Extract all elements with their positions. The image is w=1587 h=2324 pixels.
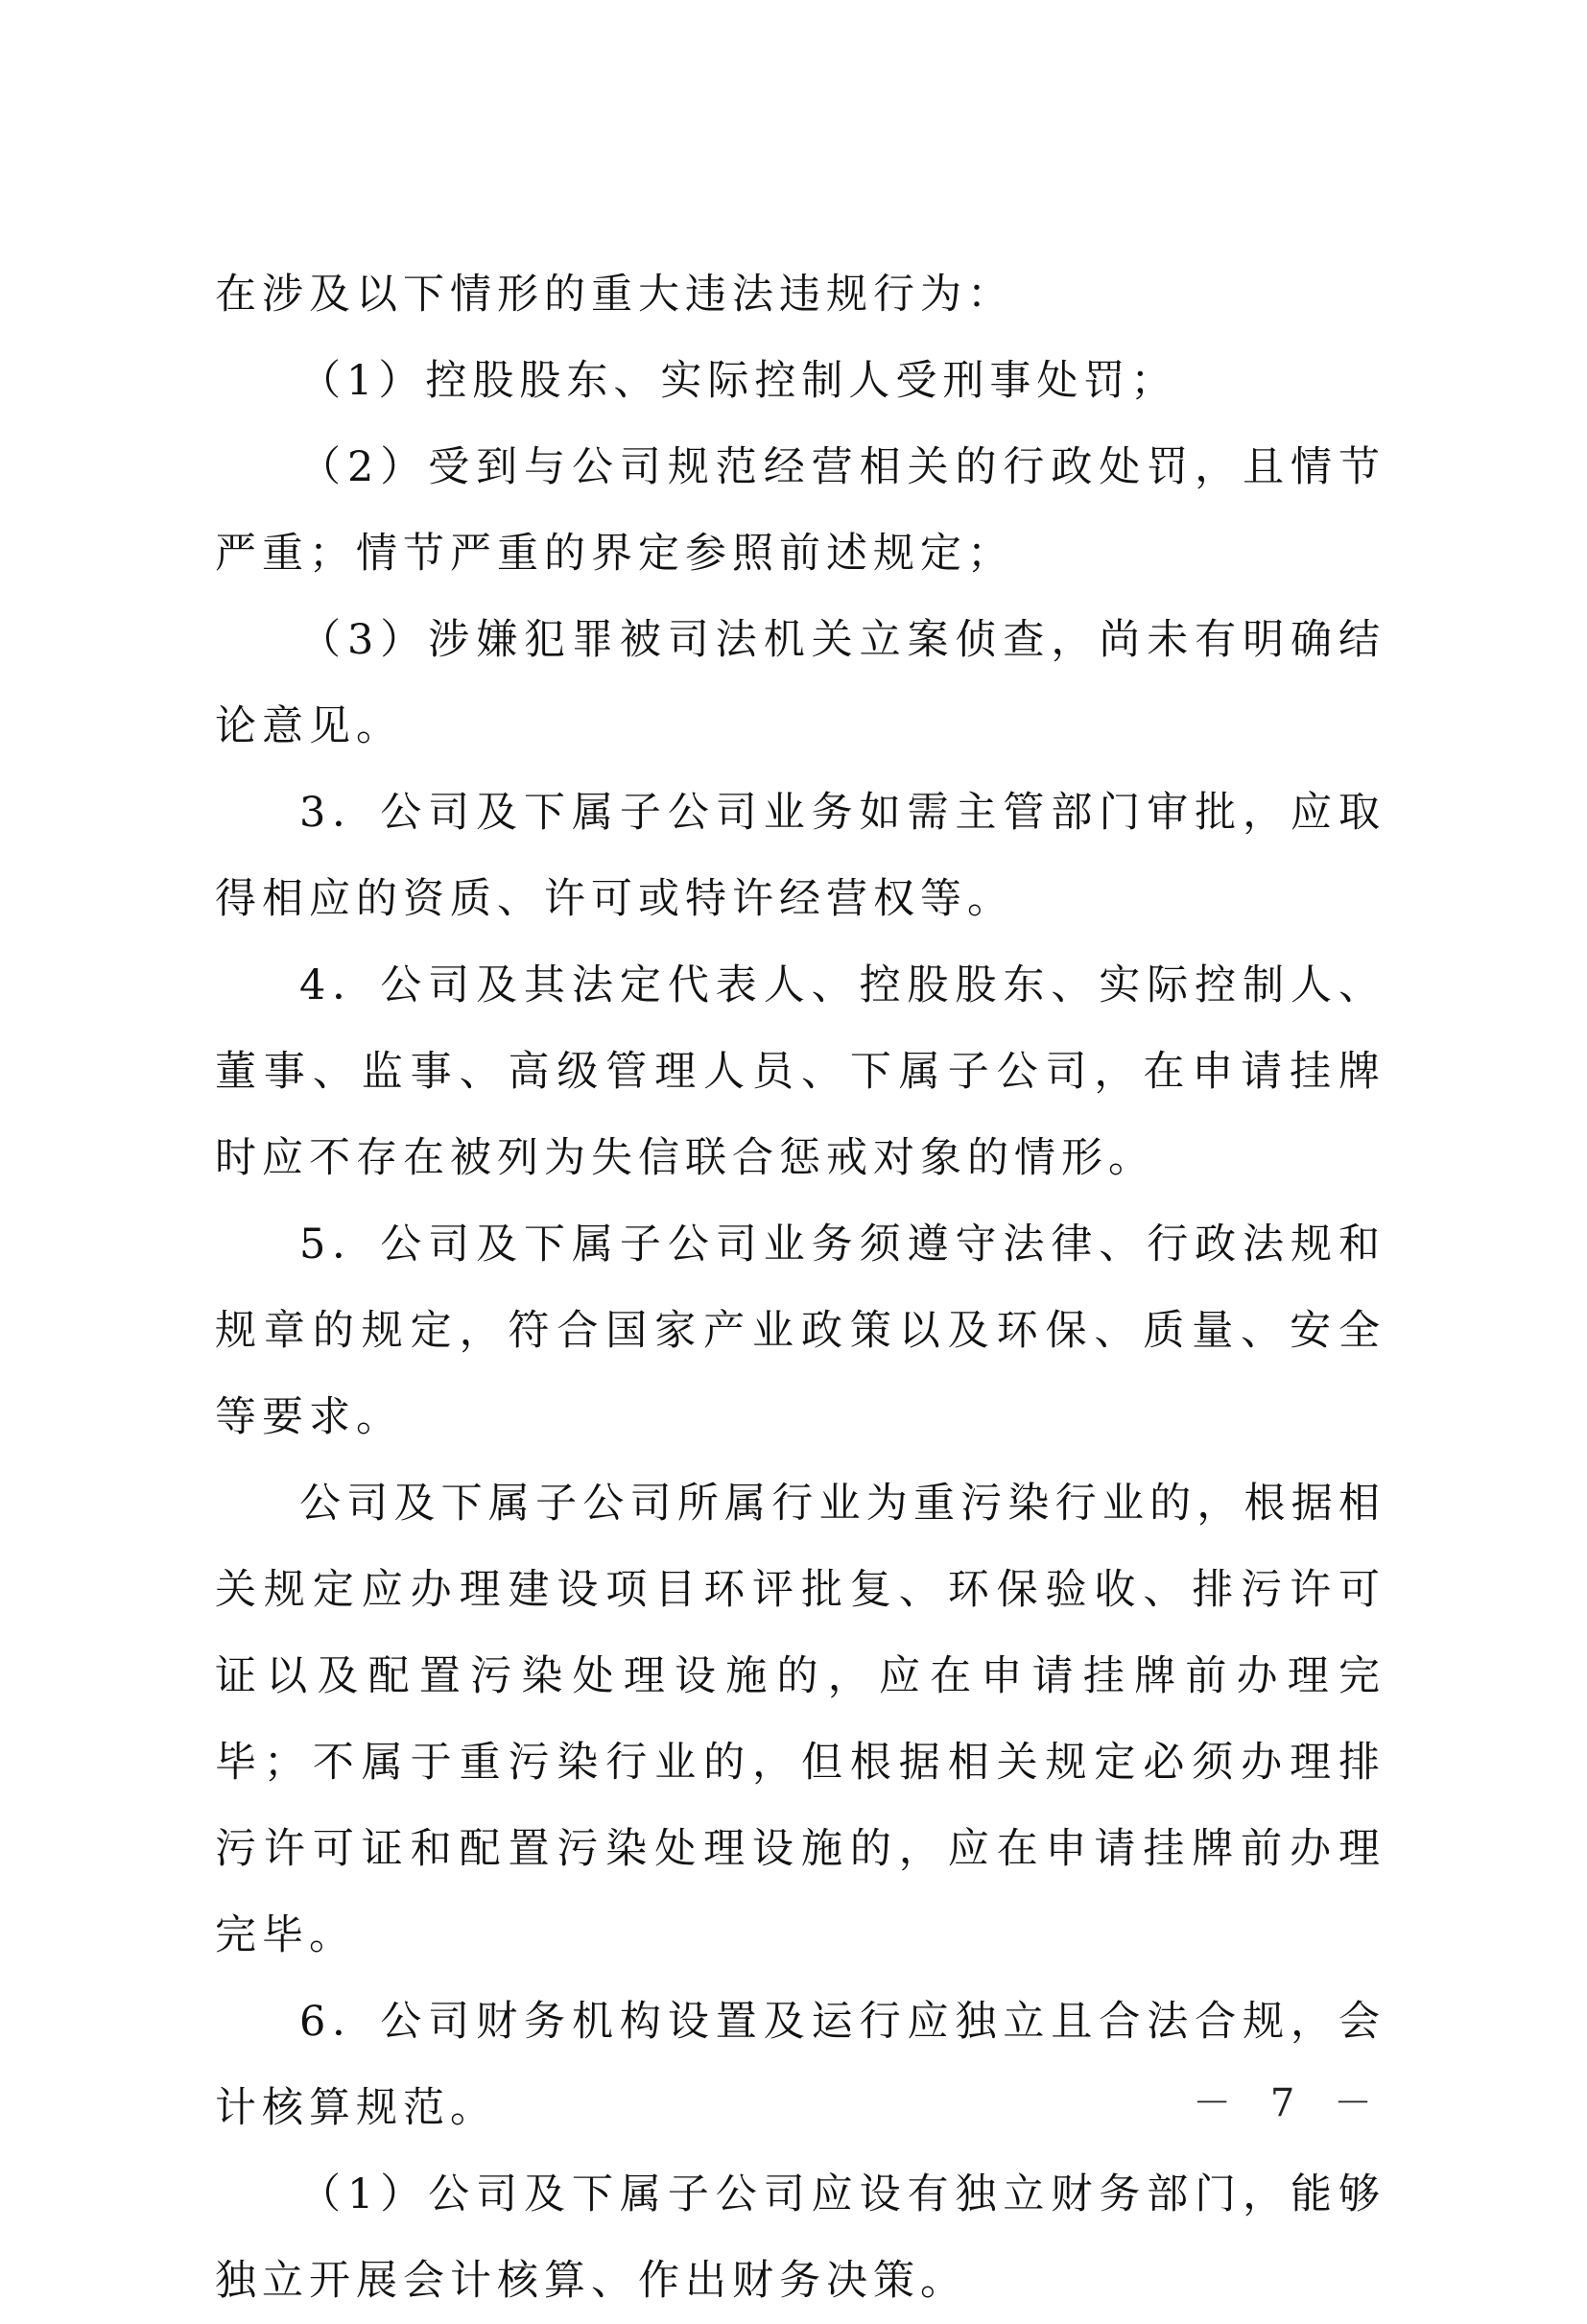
paragraph-clause-3: 3．公司及下属子公司业务如需主管部门审批，应取得相应的资质、许可或特许经营权等。	[215, 789, 1386, 923]
paragraph-clause-5: 5．公司及下属子公司业务须遵守法律、行政法规和规章的规定，符合国家产业政策以及环保、质量、安全等要求。	[215, 1221, 1386, 1441]
paragraph-continuation: 在涉及以下情形的重大违法违规行为：	[215, 271, 1014, 319]
paragraph-item-3: （3）涉嫌犯罪被司法机关立案侦查，尚未有明确结论意见。	[215, 616, 1386, 750]
paragraph-clause-4: 4．公司及其法定代表人、控股股东、实际控制人、董事、监事、高级管理人员、下属子公司，在申请挂牌时应不存在被列为失信联合惩戒对象的情形。	[215, 961, 1386, 1182]
paragraph-clause-6: 6．公司财务机构设置及运行应独立且合法合规，会计核算规范。	[215, 1998, 1386, 2132]
page-body	[215, 251, 1386, 2324]
paragraph-item-1: （1）控股股东、实际控制人受刑事处罚；	[299, 357, 1178, 405]
paragraph-item-2: （2）受到与公司规范经营相关的行政处罚，且情节严重；情节严重的界定参照前述规定；	[215, 443, 1386, 578]
paragraph-clause-5-detail: 公司及下属子公司所属行业为重污染行业的，根据相关规定应办理建设项目环评批复、环保验收、排污许可证以及配置污染处理设施的，应在申请挂牌前办理完毕；不属于重污染行业的，但根据相关规定必须办理排污许可证和配置污染处理设施的，应在申请挂牌前办理完毕。	[215, 1480, 1386, 1959]
paragraph-clause-6-item-1: （1）公司及下属子公司应设有独立财务部门，能够独立开展会计核算、作出财务决策。	[215, 2170, 1386, 2305]
page-number: － 7 －	[1193, 2081, 1386, 2125]
